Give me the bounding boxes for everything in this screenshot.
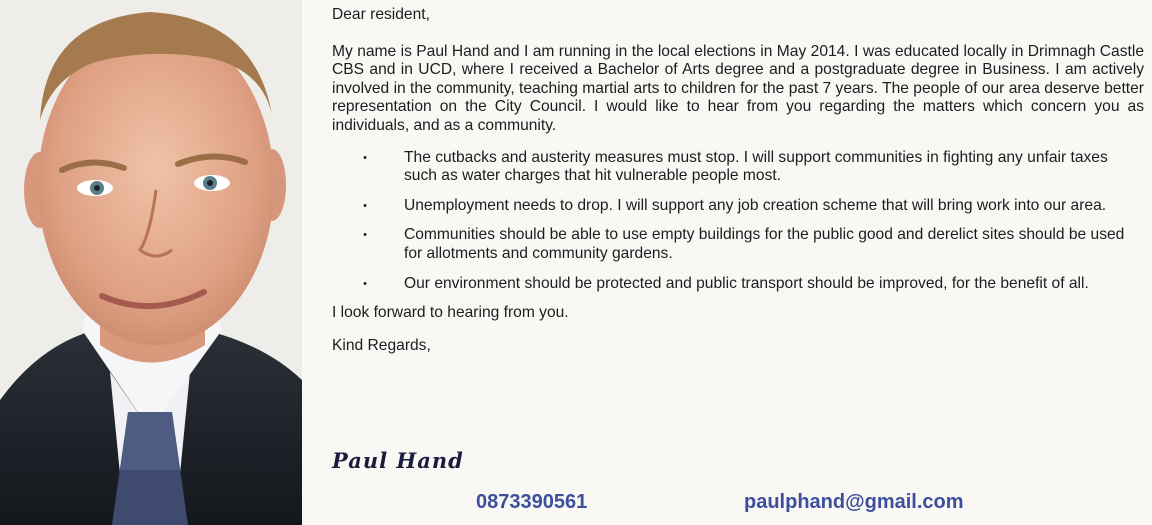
policy-text: Unemployment needs to drop. I will support any job creation scheme that will bring work into our area.	[404, 196, 1107, 214]
list-item	[332, 226, 1144, 263]
policy-text: Our environment should be protected and public transport should be improved, for the benefit of all.	[404, 274, 1089, 292]
list-item	[332, 197, 1144, 216]
list-item	[332, 149, 1144, 186]
bullet-icon: •	[363, 151, 367, 164]
policy-text: The cutbacks and austerity measures must stop. I will support communities in fighting any unfair taxes such as water charges that hit vulnerable people most.	[404, 148, 1108, 185]
sign-off: Kind Regards,	[332, 336, 431, 354]
intro-paragraph: My name is Paul Hand and I am running in the local elections in May 2014. I was educated locally in Drimnagh Castle CBS and in UCD, where I received a Bachelor of Arts degree and a postgraduate degree in Business. I am actively involved in the community, teaching martial arts to children for the past 7 years. The people of our area deserve better representation on the City Council. I would like to hear from you regarding the matters which concern you as individuals, and as a community.	[332, 42, 1144, 134]
letter-body	[332, 6, 1144, 355]
candidate-photo	[0, 0, 302, 525]
portrait-icon	[0, 0, 302, 525]
policy-text: Communities should be able to use empty buildings for the public good and derelict sites should be used for allotments and community gardens.	[404, 226, 1125, 262]
closing-line: I look forward to hearing from you.	[332, 304, 569, 322]
policy-list	[332, 149, 1144, 294]
bullet-icon: •	[363, 277, 367, 290]
bullet-icon: •	[363, 199, 367, 212]
phone-number: 0873390561	[476, 491, 588, 513]
greeting: Dear resident,	[332, 6, 430, 23]
email-address: paulphand@gmail.com	[744, 491, 964, 513]
signature: Paul Hand	[332, 448, 464, 473]
list-item	[332, 275, 1144, 294]
bullet-icon: •	[363, 229, 367, 242]
